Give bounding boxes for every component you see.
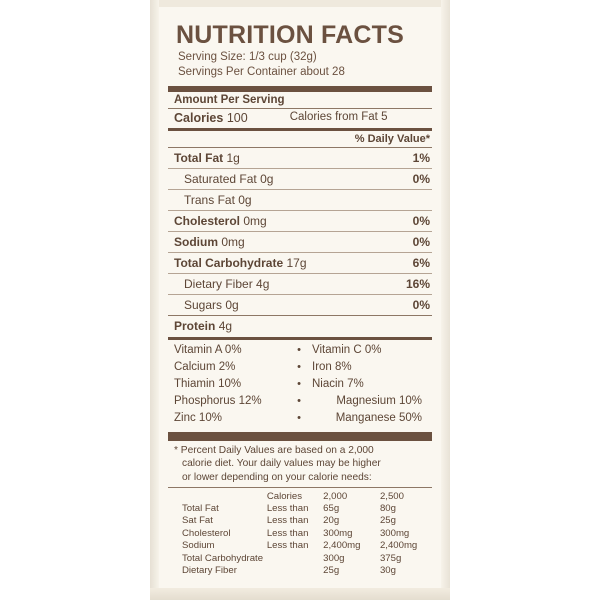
dv-row-name: Cholesterol [182,527,231,539]
nutrient-row [168,150,432,166]
bullet-icon: • [297,412,301,425]
package-edge-bottom [150,588,450,600]
dv-row-2500: 300mg [379,527,410,539]
table-header-blank [168,490,267,502]
nutrient-amount: 0g [225,297,239,312]
daily-value-footnote [168,444,432,485]
dv-row-2500: 30g [379,564,396,576]
vitamin-left: Thiamin 10% [174,378,242,391]
calories-value: 100 [226,110,248,125]
table-row [168,564,432,576]
nutrient-dv: 0% [412,297,430,312]
nutrient-row [168,297,432,313]
calories-row [168,111,432,125]
nutrient-amount: 0mg [221,234,245,249]
daily-values-table [168,490,432,577]
vitamin-right: Vitamin C 0% [312,344,382,357]
rule-under-amount [168,108,432,109]
dv-row-name: Sodium [182,540,215,552]
daily-value-header: % Daily Value* [354,132,430,145]
nutrient-dv: 0% [412,213,430,228]
nutrient-dv: 0% [412,234,430,249]
table-header-row [168,490,432,502]
dv-row-name: Dietary Fiber [182,564,237,576]
dv-row-2000: 65g [323,503,340,515]
nutrient-name: Cholesterol [174,213,241,228]
dv-row-2000: 300g [323,552,345,564]
rule-above-dv-table [168,487,432,488]
package-edge-top [150,0,450,7]
vitamin-row [174,393,432,410]
nutrient-name: Saturated Fat [184,171,257,186]
nutrient-dv: 1% [412,150,430,165]
table-header-2500: 2,500 [379,490,404,502]
nutrient-name: Dietary Fiber [184,276,253,291]
rule [168,168,432,169]
table-row [168,539,432,551]
dv-row-qualifier: Less than [266,540,309,552]
table-header-2000: 2,000 [323,490,348,502]
rule [168,231,432,232]
dv-row-qualifier: Less than [266,503,309,515]
vitamin-row [174,410,432,427]
table-row [168,527,432,539]
rule [168,210,432,211]
rule-under-dv-header [168,147,432,148]
rule [168,189,432,190]
vitamin-left: Vitamin A 0% [174,344,242,357]
nutrient-amount: 1g [226,150,240,165]
nutrient-dv: 0% [412,171,430,186]
nutrient-name: Total Fat [174,150,224,165]
nutrient-name: Trans Fat [184,192,235,207]
nutrient-name: Protein [174,318,216,333]
bullet-icon: • [297,378,301,391]
dv-row-2500: 2,400mg [379,540,418,552]
vitamin-right: Iron 8% [312,361,352,374]
dv-row-name: Sat Fat [182,515,213,527]
vitamin-right: Manganese 50% [335,412,422,425]
rule-under-protein [168,337,432,340]
nutrient-row [168,318,432,334]
bullet-icon: • [297,395,301,408]
nutrient-amount: 17g [286,255,307,270]
dv-row-2000: 20g [323,515,340,527]
rule [168,252,432,253]
label-title: NUTRITION FACTS [176,21,404,49]
table-row [168,515,432,527]
vitamin-row [174,359,432,376]
vitamin-right: Magnesium 10% [336,395,422,408]
vitamin-row [174,342,432,359]
nutrient-name: Sugars [184,297,223,312]
amount-per-serving-header: Amount Per Serving [174,93,285,106]
vitamin-left: Zinc 10% [174,412,222,425]
vitamin-row [174,376,432,393]
dv-row-qualifier: Less than [266,515,309,527]
vitamin-right: Niacin 7% [312,378,364,391]
table-row [168,552,432,564]
dv-row-2500: 80g [379,503,396,515]
nutrient-amount: 4g [256,276,270,291]
nutrient-dv: 16% [405,276,430,291]
bullet-icon: • [297,361,301,374]
dv-row-2000: 300mg [323,527,353,539]
footnote-line-1: * Percent Daily Values are based on a 2,000 [174,444,374,456]
nutrient-name: Sodium [174,234,218,249]
nutrient-amount: 0g [260,171,274,186]
nutrition-facts-label [168,22,432,577]
nutrient-row [168,213,432,229]
dv-row-2500: 25g [379,515,396,527]
table-header-calories: Calories [266,490,303,502]
nutrient-amount: 4g [218,318,233,333]
calories-label [174,111,248,125]
dv-row-2000: 25g [323,564,340,576]
dv-row-name: Total Fat [182,503,219,515]
vitamins-grid [168,342,432,427]
vitamin-left: Calcium 2% [174,361,236,374]
calories-label-text: Calories [174,110,224,125]
nutrient-row [168,234,432,250]
dv-row-qualifier [267,564,323,576]
table-row [168,502,432,514]
bullet-icon: • [297,344,301,357]
rule [168,273,432,274]
dv-row-2000: 2,400mg [323,540,361,552]
nutrient-row [168,276,432,292]
rule-under-vitamins [168,432,432,441]
rule [168,315,432,316]
package-edge-left [150,0,159,600]
nutrient-row [168,255,432,271]
nutrient-name: Total Carbohydrate [174,255,284,270]
footnote-line-3: or lower depending on your calorie needs: [182,472,372,484]
nutrient-row [168,192,432,208]
dv-row-2500: 375g [379,552,402,564]
nutrient-amount: 0g [238,192,252,207]
servings-per-container: Servings Per Container about 28 [178,65,345,78]
nutrient-dv: 6% [412,255,430,270]
vitamin-left: Phosphorus 12% [174,395,262,408]
dv-row-name: Total Carbohydrate [182,552,264,564]
dv-row-qualifier: Less than [266,527,309,539]
rule-under-serving [168,86,432,92]
serving-size: Serving Size: 1/3 cup (32g) [178,51,317,64]
footnote-line-2: calorie diet. Your daily values may be higher [182,458,381,470]
nutrient-row [168,171,432,187]
rule [168,294,432,295]
calories-from-fat: Calories from Fat 5 [289,110,388,123]
nutrient-amount: 0mg [243,213,267,228]
package-edge-right [441,0,450,600]
dv-row-qualifier [267,552,323,564]
rule-under-calories [168,128,432,131]
